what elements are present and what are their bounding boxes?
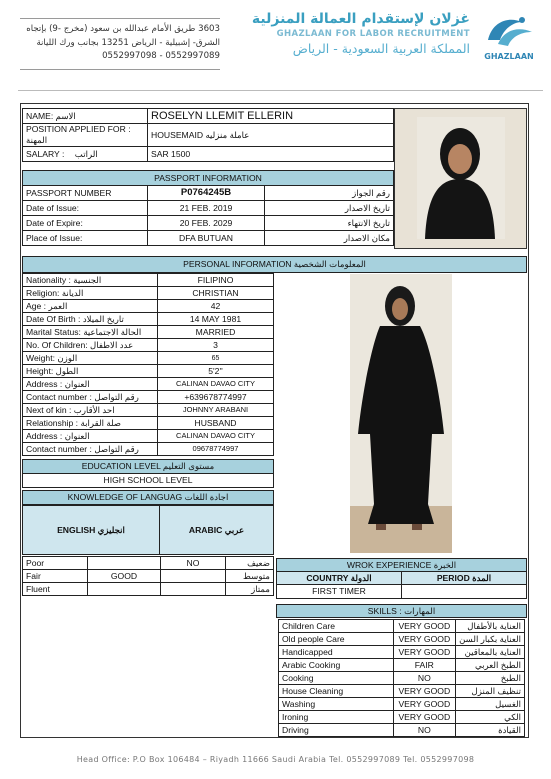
full-body-photo	[350, 274, 452, 553]
passport-title: PASSPORT INFORMATION	[23, 171, 394, 186]
skill-name: Driving	[279, 724, 394, 737]
address-phones: 0552997098 - 0552997089	[102, 51, 220, 61]
personal-value: 14 MAY 1981	[158, 313, 274, 326]
personal-title-table	[22, 256, 527, 273]
personal-value: CHRISTIAN	[158, 287, 274, 300]
experience-country-header: COUNTRY الدولة	[277, 572, 402, 585]
logo-wordmark: GHAZLAAN	[484, 52, 534, 61]
personal-label: Contact number : رقم التواصل	[23, 443, 158, 456]
personal-label: Height: الطول	[23, 365, 158, 378]
expire-date-label: Date of Expire:	[23, 216, 148, 231]
experience-country: FIRST TIMER	[277, 585, 402, 599]
skill-level: NO	[393, 672, 456, 685]
arabic-level	[161, 583, 226, 596]
language-level-label: Fluent	[23, 583, 88, 596]
language-level-label: Fair	[23, 570, 88, 583]
address-line-2: الشرق- إشبيلية - الرياض 13251 بجانب ورك الليانة	[36, 37, 220, 48]
arabic-level	[161, 570, 226, 583]
issue-date-label: Date of Issue:	[23, 201, 148, 216]
company-address	[20, 18, 220, 70]
skill-name-ar: الطبخ العربي	[456, 659, 525, 672]
footer-contact: Head Office: P.O Box 106484 – Riyadh 11666 Saudi Arabia Tel. 0552997089 Tel. 0552997098	[76, 755, 475, 764]
personal-value: 65	[158, 352, 274, 365]
experience-table	[276, 558, 527, 599]
name-value: ROSELYN LLEMIT ELLERIN	[148, 109, 394, 124]
skill-name-ar: الطبخ	[456, 672, 525, 685]
personal-value: +639678774997	[158, 391, 274, 404]
company-name-arabic: غزلان لإستقدام العمالة المنزلية	[251, 11, 470, 27]
personal-label: Nationality : الجنسية	[23, 274, 158, 287]
skill-level: VERY GOOD	[393, 698, 456, 711]
education-value: HIGH SCHOOL LEVEL	[23, 474, 274, 488]
personal-value: HUSBAND	[158, 417, 274, 430]
position-label: POSITION APPLIED FOR : المهنة	[23, 124, 148, 147]
personal-label: Marital Status: الحالة الاجتماعية	[23, 326, 158, 339]
personal-label: Weight: الوزن	[23, 352, 158, 365]
personal-value: CALINAN DAVAO CITY	[158, 430, 274, 443]
personal-label: Relationship : صلة القرابة	[23, 417, 158, 430]
skill-level: VERY GOOD	[393, 646, 456, 659]
position-value: HOUSEMAID عاملة منزليه	[148, 124, 394, 147]
expire-date-value: 20 FEB. 2029	[148, 216, 265, 231]
address-line-1: 3603 طريق الأمام عبدالله بن سعود (مخرج -9) بإتجاه	[26, 24, 220, 34]
language-level-label: Poor	[23, 557, 88, 570]
language-level-label-ar: ممتاز	[226, 583, 274, 596]
issue-place-label-ar: مكان الاصدار	[265, 231, 394, 246]
skills-table	[278, 619, 525, 737]
personal-value: MARRIED	[158, 326, 274, 339]
skill-name-ar: القيادة	[456, 724, 525, 737]
experience-period-header: PERIOD المدة	[402, 572, 527, 585]
salary-label: SALARY : الراتب	[23, 147, 148, 162]
language-cols-table	[22, 505, 274, 555]
personal-label: Contact number : رقم التواصل	[23, 391, 158, 404]
education-title: EDUCATION LEVEL مستوى التعليم	[23, 460, 274, 474]
arabic-header: ARABIC عربي	[160, 506, 274, 555]
english-level: GOOD	[88, 570, 161, 583]
personal-label: Religion: الديانة	[23, 287, 158, 300]
passport-number-value: P0764245B	[148, 186, 265, 201]
skill-level: VERY GOOD	[393, 620, 456, 633]
skills-title: SKILLS : المهارات	[277, 605, 527, 618]
experience-period	[402, 585, 527, 599]
personal-label: Address : العنوان	[23, 430, 158, 443]
passport-number-label: PASSPORT NUMBER	[23, 186, 148, 201]
skill-name: Washing	[279, 698, 394, 711]
language-level-label-ar: ضعيف	[226, 557, 274, 570]
skill-level: FAIR	[393, 659, 456, 672]
skill-name-ar: الكي	[456, 711, 525, 724]
skill-name-ar: العناية بالمعاقين	[456, 646, 525, 659]
education-table	[22, 459, 274, 488]
personal-label: Date Of Birth : تاريخ الميلاد	[23, 313, 158, 326]
personal-label: Address : العنوان	[23, 378, 158, 391]
personal-value: JOHNNY ARABANI	[158, 404, 274, 417]
skill-level: VERY GOOD	[393, 685, 456, 698]
issue-date-value: 21 FEB. 2019	[148, 201, 265, 216]
personal-label: Next of kin : احد الأقارب	[23, 404, 158, 417]
personal-title: PERSONAL INFORMATION المعلومات الشخصية	[23, 257, 527, 273]
personal-value: 42	[158, 300, 274, 313]
passport-number-label-ar: رقم الجواز	[265, 186, 394, 201]
language-level-label-ar: متوسط	[226, 570, 274, 583]
issue-date-label-ar: تاريخ الاصدار	[265, 201, 394, 216]
skill-level: VERY GOOD	[393, 711, 456, 724]
experience-title: WROK EXPERIENCE الخبرة	[277, 559, 527, 572]
skill-name: Old people Care	[279, 633, 394, 646]
skill-name-ar: العناية بكبار السن	[456, 633, 525, 646]
expire-date-label-ar: تاريخ الانتهاء	[265, 216, 394, 231]
language-header-table	[22, 490, 274, 505]
skill-name: House Cleaning	[279, 685, 394, 698]
skill-name: Ironing	[279, 711, 394, 724]
issue-place-label: Place of Issue:	[23, 231, 148, 246]
skill-level: VERY GOOD	[393, 633, 456, 646]
company-country-arabic: المملكة العربية السعودية - الرياض	[292, 41, 470, 56]
personal-table	[22, 273, 274, 456]
skill-level: NO	[393, 724, 456, 737]
salary-value: SAR 1500	[148, 147, 394, 162]
skill-name: Arabic Cooking	[279, 659, 394, 672]
personal-value: FILIPINO	[158, 274, 274, 287]
personal-label: No. Of Children: عدد الاطفال	[23, 339, 158, 352]
head-photo	[394, 108, 527, 249]
arabic-level: NO	[161, 557, 226, 570]
skills-title-table	[276, 604, 527, 618]
skill-name-ar: الغسيل	[456, 698, 525, 711]
personal-label: Age : العمر	[23, 300, 158, 313]
english-level	[88, 557, 161, 570]
passport-table	[22, 170, 394, 246]
language-title: KNOWLEDGE OF LANGUAG اجادة اللغات	[23, 491, 274, 505]
company-name-english: GHAZLAAN FOR LABOR RECRUITMENT	[276, 29, 470, 39]
skill-name: Handicapped	[279, 646, 394, 659]
english-level	[88, 583, 161, 596]
header-divider	[18, 90, 543, 91]
company-name-block	[250, 10, 470, 58]
language-levels-table	[22, 556, 274, 596]
personal-value: 5'2''	[158, 365, 274, 378]
personal-value: 3	[158, 339, 274, 352]
skill-name-ar: العناية بالأطفال	[456, 620, 525, 633]
name-label: NAME: الاسم	[23, 109, 148, 124]
issue-place-value: DFA BUTUAN	[148, 231, 265, 246]
personal-value: 09678774997	[158, 443, 274, 456]
applicant-table	[22, 108, 394, 162]
skill-name: Children Care	[279, 620, 394, 633]
personal-value: CALINAN DAVAO CITY	[158, 378, 274, 391]
skill-name-ar: تنظيف المنزل	[456, 685, 525, 698]
english-header: ENGLISH انجليزي	[23, 506, 160, 555]
skill-name: Cooking	[279, 672, 394, 685]
